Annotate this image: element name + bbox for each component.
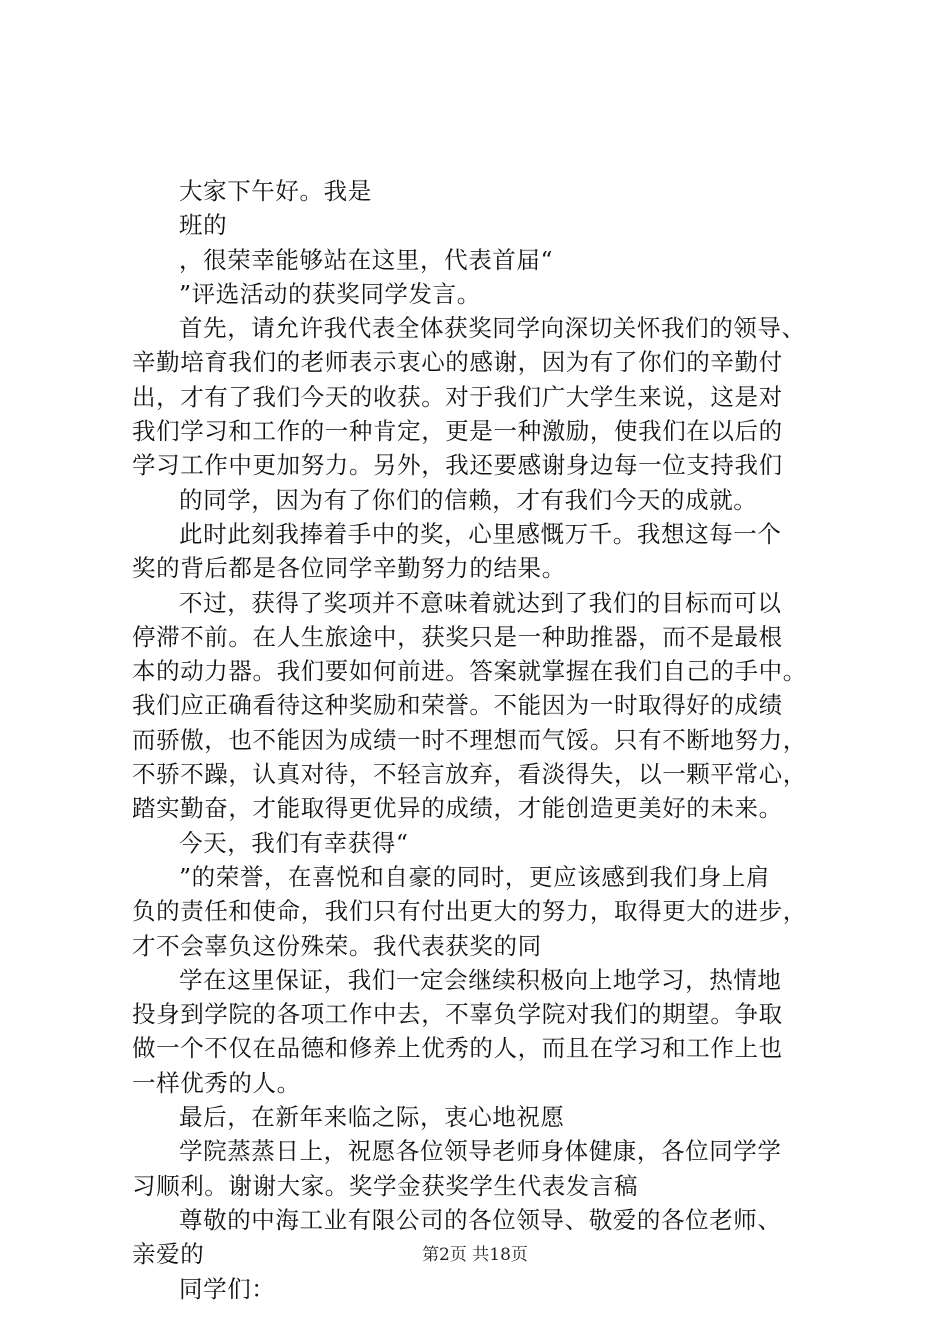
page-number-footer: 第2页 共18页 [422,1245,528,1265]
text-line: 大家下午好。我是 [179,177,372,205]
text-line: ”的荣誉，在喜悦和自豪的同时，更应该感到我们身上肩 [179,862,771,891]
text-line: 的同学，因为有了你们的信赖，才有我们今天的成就。 [179,485,758,514]
text-line: 最后，在新年来临之际，衷心地祝愿 [179,1103,565,1132]
text-line: 投身到学院的各项工作中去，不辜负学院对我们的期望。争取 [132,1000,783,1029]
text-line: 不过，获得了奖项并不意味着就达到了我们的目标而可以 [179,588,782,617]
text-line: 踏实勤奋，才能取得更优异的成绩，才能创造更美好的未来。 [132,794,783,823]
text-line: 停滞不前。在人生旅途中，获奖只是一种助推器，而不是最根 [132,622,783,651]
text-line: 负的责任和使命，我们只有付出更大的努力，取得更大的进步， [132,897,807,926]
document-body [132,174,832,1306]
text-line: 本的动力器。我们要如何前进。答案就掌握在我们自己的手中。 [132,657,807,686]
text-line: 才不会辜负这份殊荣。我代表获奖的同 [132,931,542,960]
text-line: 亲爱的 [132,1240,205,1269]
text-line: ”评选活动的获奖同学发言。 [179,279,481,308]
text-line: 做一个不仅在品德和修养上优秀的人，而且在学习和工作上也 [132,1034,783,1063]
text-line: 一样优秀的人。 [132,1068,301,1097]
text-line: 习顺利。谢谢大家。奖学金获奖学生代表发言稿 [132,1171,639,1200]
text-line: 班的 [179,211,228,240]
text-line: ，很荣幸能够站在这里，代表首届“ [179,245,554,274]
text-line: 出，才有了我们今天的收获。对于我们广大学生来说，这是对 [132,382,783,411]
text-line: 尊敬的中海工业有限公司的各位领导、敬爱的各位老师、 [179,1205,782,1234]
text-line: 学习工作中更加努力。另外，我还要感谢身边每一位支持我们 [132,451,783,480]
text-line: 不骄不躁，认真对待，不轻言放弃，看淡得失，以一颗平常心， [132,760,807,789]
text-line: 首先，请允许我代表全体获奖同学向深切关怀我们的领导、 [179,314,806,343]
text-line: 而骄傲，也不能因为成绩一时不理想而气馁。只有不断地努力， [132,725,807,754]
text-line: 我们学习和工作的一种肯定，更是一种激励，使我们在以后的 [132,417,783,446]
text-line: 今天，我们有幸获得“ [179,828,409,857]
text-line: 我们应正确看待这种奖励和荣誉。不能因为一时取得好的成绩 [132,691,783,720]
text-line: 此时此刻我捧着手中的奖，心里感慨万千。我想这每一个 [179,519,782,548]
text-line: 同学们： [179,1274,276,1303]
text-line: 辛勤培育我们的老师表示衷心的感谢，因为有了你们的辛勤付 [132,348,783,377]
text-line: 奖的背后都是各位同学辛勤努力的结果。 [132,554,566,583]
text-line: 学院蒸蒸日上，祝愿各位领导老师身体健康，各位同学学 [179,1137,782,1166]
text-line: 学在这里保证，我们一定会继续积极向上地学习，热情地 [179,965,782,994]
